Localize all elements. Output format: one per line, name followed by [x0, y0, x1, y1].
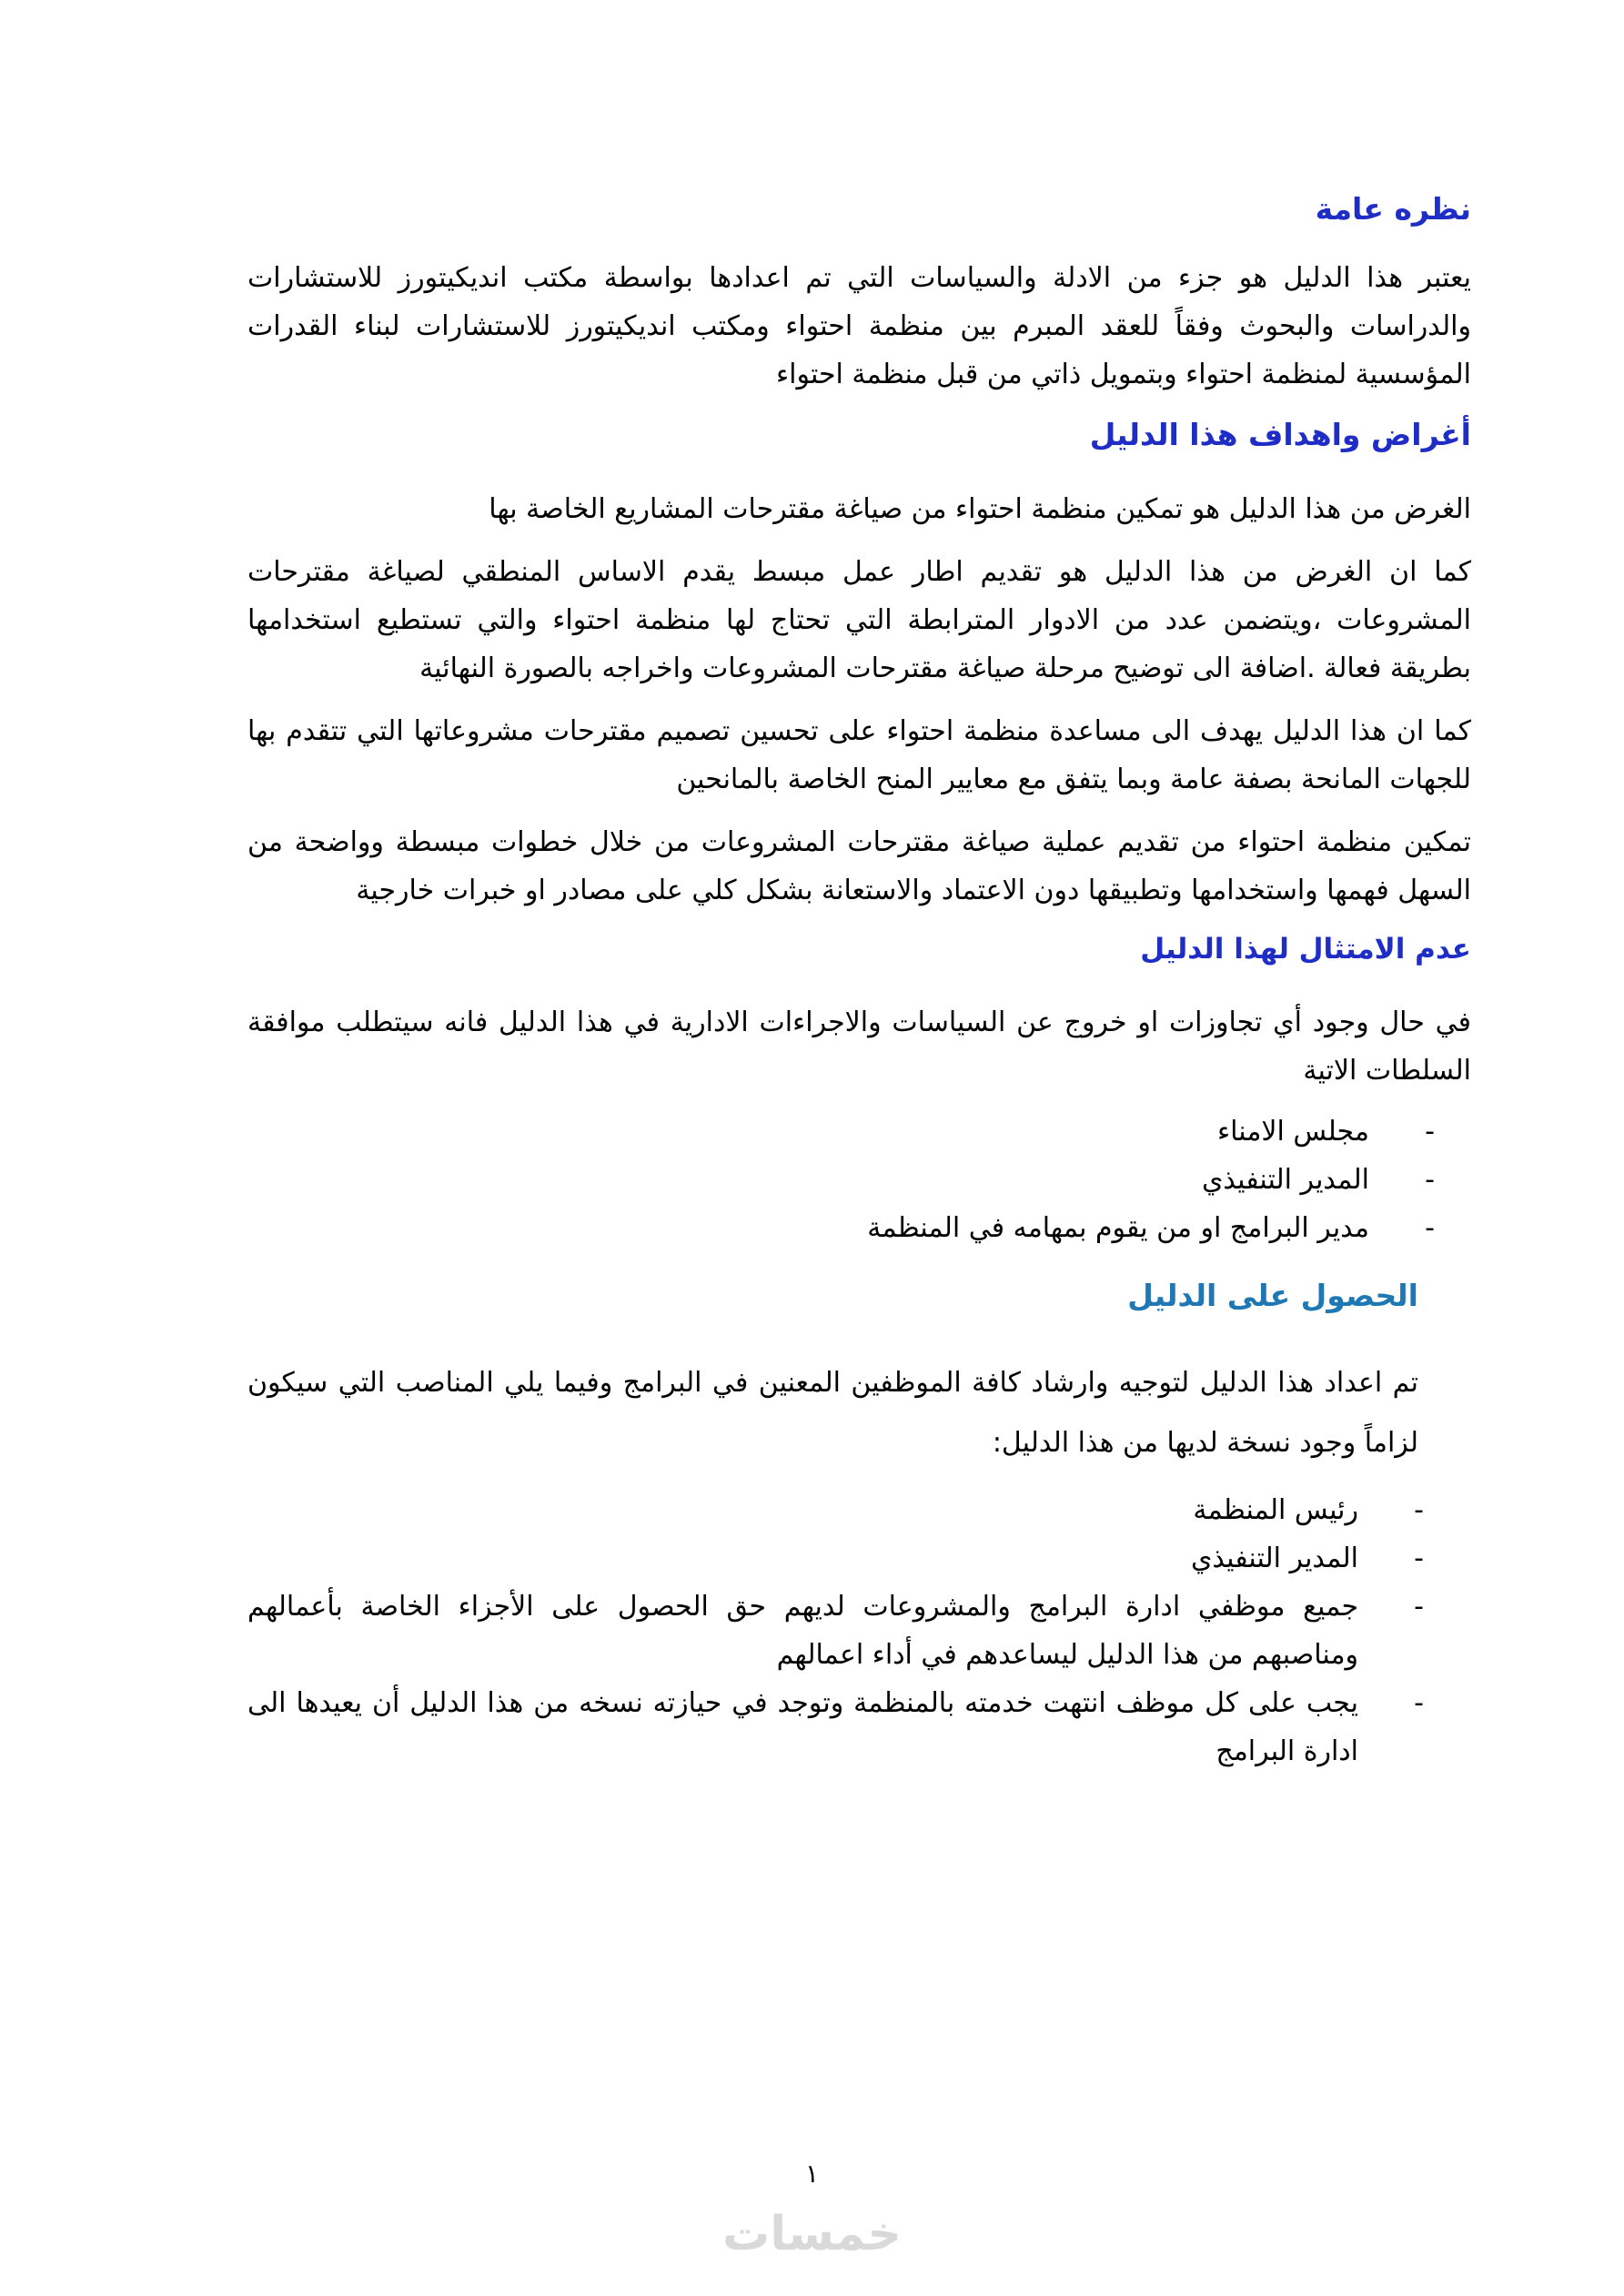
- purposes-heading: أغراض واهداف هذا الدليل: [1089, 417, 1471, 452]
- watermark-logo: خمسات: [721, 2207, 903, 2261]
- obtaining-heading: الحصول على الدليل: [1127, 1278, 1418, 1313]
- page-number: ١: [804, 2159, 820, 2189]
- purposes-paragraph-2: كما ان الغرض من هذا الدليل هو تقديم اطار عمل مبسط يقدم الاساس المنطقي لصياغة مقترحات المشروعات ،ويتضمن عدد من الادوار المترابطة التي تحتاج لها منظمة احتواء والتي تستطيع استخدامها بطريقة فعالة .اضافة الى توضيح مرحلة صياغة مقترحات المشروعات واخراجه بالصورة النهائية: [247, 556, 1471, 684]
- overview-heading: نظره عامة: [1315, 191, 1471, 227]
- list-item: - المدير التنفيذي: [247, 1156, 1435, 1204]
- purposes-paragraph-4: تمكين منظمة احتواء من تقديم عملية صياغة مقترحات المشروعات من خلال خطوات مبسطة وواضحة من السهل فهمها واستخدامها وتطبيقها دون الاعتماد والاستعانة بشكل كلي على مصادر او خبرات خارجية: [247, 826, 1471, 906]
- list-item: - رئيس المنظمة: [247, 1486, 1424, 1534]
- list-item: - مجلس الامناء: [247, 1108, 1435, 1156]
- purposes-paragraph-3: كما ان هذا الدليل يهدف الى مساعدة منظمة احتواء على تحسين تصميم مقترحات مشروعاتها التي تتقدم بها للجهات المانحة بصفة عامة وبما يتفق مع معايير المنح الخاصة بالمانحين: [247, 715, 1471, 795]
- copy-holders-list: [247, 1486, 1424, 1775]
- obtaining-paragraph: تم اعداد هذا الدليل لتوجيه وارشاد كافة الموظفين المعنين في البرامج وفيما يلي المناصب التي سيكون لزاماً وجود نسخة لديها من هذا الدليل:: [247, 1367, 1418, 1459]
- non-compliance-heading: عدم الامتثال لهذا الدليل: [1140, 933, 1471, 966]
- list-item: - يجب على كل موظف انتهت خدمته بالمنظمة وتوجد في حيازته نسخه من هذا الدليل أن يعيدها الى ادارة البرامج: [247, 1679, 1424, 1775]
- approval-authorities-list: [247, 1108, 1435, 1252]
- list-item: - مدير البرامج او من يقوم بمهامه في المنظمة: [247, 1204, 1435, 1252]
- overview-paragraph: يعتبر هذا الدليل هو جزء من الادلة والسياسات التي تم اعدادها بواسطة مكتب انديكيتورز للاستشارات والدراسات والبحوث وفقاً للعقد المبرم بين منظمة احتواء ومكتب انديكيتورز للاستشارات لبناء القدرات المؤسسية لمنظمة احتواء وبتمويل ذاتي من قبل منظمة احتواء: [247, 262, 1471, 390]
- non-compliance-paragraph: في حال وجود أي تجاوزات او خروج عن السياسات والاجراءات الادارية في هذا الدليل فانه سيتطلب موافقة السلطات الاتية: [247, 1006, 1471, 1087]
- list-item: - جميع موظفي ادارة البرامج والمشروعات لديهم حق الحصول على الأجزاء الخاصة بأعمالهم ومناصبهم من هذا الدليل ليساعدهم في أداء اعمالهم: [247, 1583, 1424, 1679]
- document-content: [247, 191, 1471, 1775]
- list-item: - المدير التنفيذي: [247, 1534, 1424, 1583]
- purposes-paragraph-1: الغرض من هذا الدليل هو تمكين منظمة احتواء من صياغة مقترحات المشاريع الخاصة بها: [489, 493, 1471, 525]
